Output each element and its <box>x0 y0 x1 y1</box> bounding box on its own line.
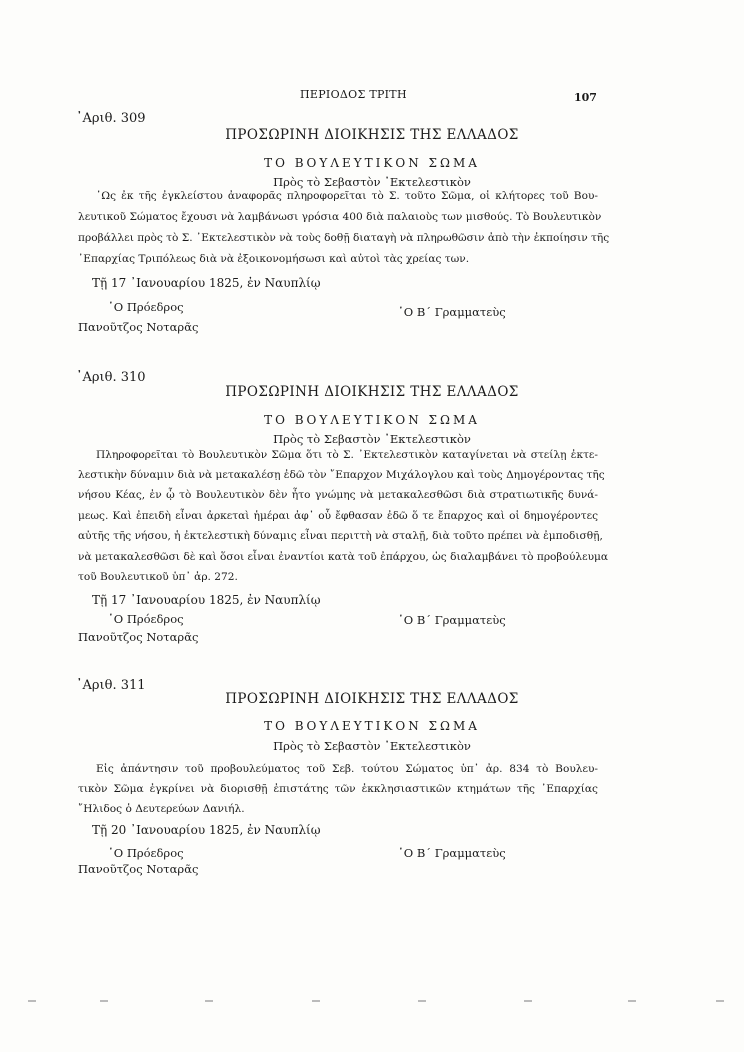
secretary-title: ῾Ο Β´ Γραμματεὺς <box>398 613 506 627</box>
president-title: ῾Ο Πρόεδρος <box>108 300 184 314</box>
issuing-body: ΤΟ ΒΟΥΛΕΥΤΙΚΟΝ ΣΩΜΑ <box>264 413 480 427</box>
scan-mark <box>628 1000 636 1002</box>
scan-mark <box>312 1000 320 1002</box>
scan-mark <box>524 1000 532 1002</box>
body-line: προβάλλει πρὸς τὸ Σ. ᾽Εκτελεστικὸν νὰ τοὺς δοθῇ διαταγὴ νὰ πληρωθῶσιν ἀπὸ τὴν ἐκποίησιν τῆς <box>78 232 610 244</box>
president-name: Πανοῦτζος Νοταρᾶς <box>78 630 199 644</box>
issuing-body: ΤΟ ΒΟΥΛΕΥΤΙΚΟΝ ΣΩΜΑ <box>264 719 480 733</box>
entry-number: ᾽Αριθ. 309 <box>76 111 146 126</box>
entry-date: Τῇ 17 ᾽Ιανουαρίου 1825, ἐν Ναυπλίῳ <box>92 276 321 290</box>
secretary-title: ῾Ο Β´ Γραμματεὺς <box>398 305 506 319</box>
entry-title: ΠΡΟΣΩΡΙΝΗ ΔΙΟΙΚΗΣΙΣ ΤΗΣ ΕΛΛΑΔΟΣ <box>225 691 519 707</box>
body-line: νὰ μετακαλεσθῶσι δὲ καὶ ὅσοι εἶναι ἐναντίοι κατὰ τοῦ ἐπάρχου, ὡς διαλαμβάνει τὸ προβούλευμα <box>78 551 609 563</box>
entry-number: ᾽Αριθ. 311 <box>76 678 146 693</box>
body-line: Εἰς ἀπάντησιν τοῦ προβουλεύματος τοῦ Σεβ. τούτου Σώματος ὑπ᾽ ἀρ. 834 τὸ Βουλευ- <box>96 763 598 775</box>
president-name: Πανοῦτζος Νοταρᾶς <box>78 862 199 876</box>
secretary-title: ῾Ο Β´ Γραμματεὺς <box>398 846 506 860</box>
body-line: νήσου Κέας, ἐν ᾧ τὸ Βουλευτικὸν δὲν ἦτο γνώμης νὰ μετακαλεσθῶσι διὰ στρατιωτικῆς δυνά- <box>78 489 598 501</box>
body-line: μεως. Καὶ ἐπειδὴ εἶναι ἀρκεταὶ ἡμέραι ἀφ᾽ οὗ ἔφθασαν ἐδῶ ὅ τε ἔπαρχος καὶ οἱ δημογέροντες <box>78 510 598 522</box>
body-line: λεστικὴν δύναμιν διὰ νὰ μετακαλέσῃ ἐδῶ τὸν ῎Επαρχον Μιχάλογλου καὶ τοὺς Δημογέροντας τῆς <box>78 469 605 481</box>
scan-mark <box>418 1000 426 1002</box>
body-line: τικὸν Σῶμα ἐγκρίνει νὰ διορισθῇ ἐπιστάτης τῶν ἐκκλησιαστικῶν κτημάτων τῆς ᾽Επαρχίας <box>78 783 598 795</box>
body-line: ῎Ηλιδος ὁ Δευτερεύων Δανιήλ. <box>78 803 245 815</box>
scan-mark <box>28 1000 36 1002</box>
addressee: Πρὸς τὸ Σεβαστὸν ᾽Εκτελεστικὸν <box>273 175 471 189</box>
addressee: Πρὸς τὸ Σεβαστὸν ᾽Εκτελεστικὸν <box>273 432 471 446</box>
body-line: λευτικοῦ Σώματος ἔχουσι νὰ λαμβάνωσι γρόσια 400 διὰ παλαιοὺς των μισθούς. Τὸ Βουλευτικὸν <box>78 211 602 223</box>
running-header: ΠΕΡΙΟΔΟΣ ΤΡΙΤΗ <box>300 88 407 101</box>
scan-artifacts <box>0 1000 744 1006</box>
entry-title: ΠΡΟΣΩΡΙΝΗ ΔΙΟΙΚΗΣΙΣ ΤΗΣ ΕΛΛΑΔΟΣ <box>225 127 519 143</box>
entry-number: ᾽Αριθ. 310 <box>76 370 146 385</box>
president-name: Πανοῦτζος Νοταρᾶς <box>78 320 199 334</box>
entry-date: Τῇ 17 ᾽Ιανουαρίου 1825, ἐν Ναυπλίῳ <box>92 593 321 607</box>
entry-title: ΠΡΟΣΩΡΙΝΗ ΔΙΟΙΚΗΣΙΣ ΤΗΣ ΕΛΛΑΔΟΣ <box>225 384 519 400</box>
president-title: ῾Ο Πρόεδρος <box>108 612 184 626</box>
body-line: αὐτῆς τῆς νήσου, ἡ ἐκτελεστικὴ δύναμις εἶναι περιττὴ νὰ σταλῇ, διὰ τοῦτο πρέπει νὰ ἐμποδισθῇ, <box>78 530 603 542</box>
body-line: ῾Ως ἐκ τῆς ἐγκλείστου ἀναφορᾶς πληροφορεῖται τὸ Σ. τοῦτο Σῶμα, οἱ κλήτορες τοῦ Βου- <box>96 190 598 202</box>
issuing-body: ΤΟ ΒΟΥΛΕΥΤΙΚΟΝ ΣΩΜΑ <box>264 156 480 170</box>
scan-mark <box>205 1000 213 1002</box>
body-line: τοῦ Βουλευτικοῦ ὑπ᾽ ἀρ. 272. <box>78 571 238 583</box>
body-line: ᾽Επαρχίας Τριπόλεως διὰ νὰ ἐξοικονομήσωσι καὶ αὐτοὶ τὰς χρείας των. <box>78 253 470 265</box>
body-line: Πληροφορεῖται τὸ Βουλευτικὸν Σῶμα ὅτι τὸ Σ. ᾽Εκτελεστικὸν καταγίνεται νὰ στείλῃ ἐκτε- <box>96 449 598 461</box>
addressee: Πρὸς τὸ Σεβαστὸν ᾽Εκτελεστικὸν <box>273 739 471 753</box>
scan-mark <box>716 1000 724 1002</box>
scan-mark <box>100 1000 108 1002</box>
entry-date: Τῇ 20 ᾽Ιανουαρίου 1825, ἐν Ναυπλίῳ <box>92 823 321 837</box>
president-title: ῾Ο Πρόεδρος <box>108 846 184 860</box>
page-number: 107 <box>574 91 597 104</box>
